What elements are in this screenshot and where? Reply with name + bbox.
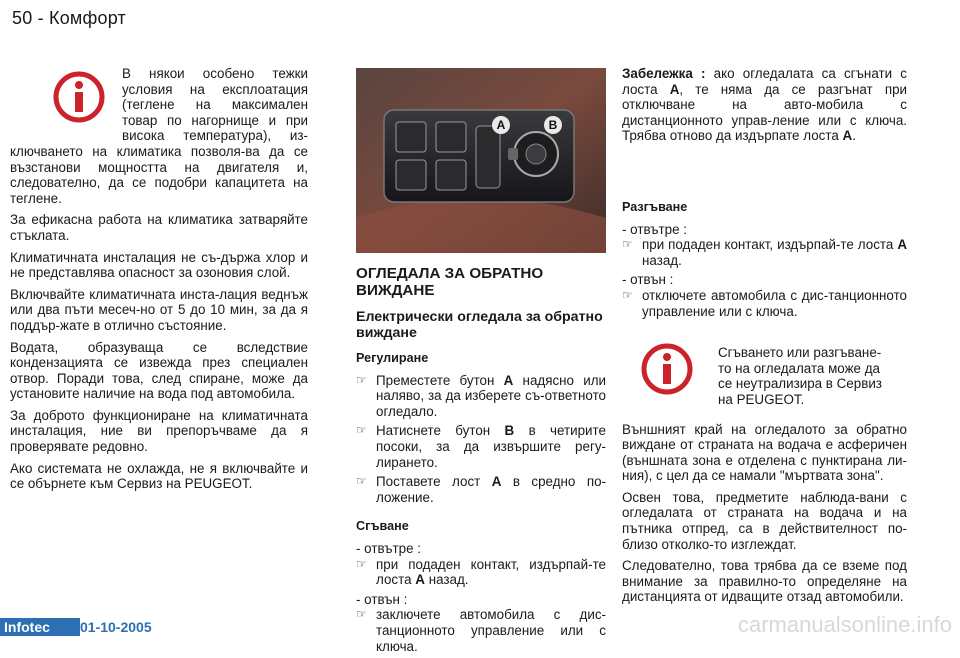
list-item: ☞ заключете автомобила с дис-танционното управление или с ключа. xyxy=(356,607,606,654)
page-title: 50 - Комфорт xyxy=(12,8,126,28)
adjust-title: Регулиране xyxy=(356,351,429,365)
list-item: ☞ отключете автомобила с дис-танционното управление или с ключа. xyxy=(622,287,907,319)
paragraph: Следователно, това трябва да се вземе под внимание за правилно-то определяне на дистанцията от идващите отзад автомобили. xyxy=(622,558,907,605)
paragraph: За доброто функциониране на климатичната инсталация, ние ви препоръчваме да я проверявате редовно. xyxy=(10,407,308,455)
list-item: ☞ Преместете бутон A надясно или наляво, за да изберете съ-ответното огледало. xyxy=(356,372,606,419)
bullet-icon: ☞ xyxy=(356,423,367,438)
paragraph: Климатичната инсталация не съ-държа хлор и не представлява опасност за озоновия слой. xyxy=(10,249,308,281)
paragraph: За ефикасна работа на климатика затваряйте стъклата. xyxy=(10,212,308,243)
text-line: се неутрализира в Сервиз xyxy=(718,376,882,392)
note-paragraph: Забележка : ако огледалата са сгънати с лоста A, те няма да се разгънат при отключване на авто-мобила с дистанционното управ-ление или с ключа. Трябва отново да издърпате лоста A. xyxy=(622,66,907,144)
watermark: carmanualsonline.info xyxy=(737,612,952,637)
bullet-icon: ☞ xyxy=(356,372,367,387)
label-a-marker: A xyxy=(492,116,510,134)
text-line: условия на експлоатация xyxy=(122,81,308,97)
sub-title: Електрически огледала за обратно виждане xyxy=(356,309,603,341)
bullet-icon: ☞ xyxy=(356,607,367,622)
text-line: В някои особено тежки xyxy=(122,66,308,81)
text-line: Сгъването или разгъване- xyxy=(718,345,882,361)
paragraph: Външният край на огледалото за обратно виждане от страната на водача е асферичен (външната зона е отделена с пунктирана ли-ния), с цел да се намали "мъртвата зона". xyxy=(622,421,907,484)
text-line: (теглене на максимален xyxy=(122,97,308,113)
mirror-control-photo xyxy=(356,68,606,253)
list-item: ☞ при подаден контакт, издърпай-те лоста A назад. xyxy=(622,237,907,268)
text-line: - отвън : xyxy=(356,591,408,607)
bullet-icon: ☞ xyxy=(356,474,367,489)
print-date: 01-10-2005 xyxy=(80,619,152,635)
paragraph: Освен това, предметите наблюда-вани с огледалата от страната на водача и на пътника отпред, са в действителност по-близо отколко-то изглеждат. xyxy=(622,489,907,552)
climate-notes-column xyxy=(10,66,308,498)
bullet-icon: ☞ xyxy=(356,556,367,571)
paragraph: Водата, образуваща се вследствие кондензацията се извежда през специален отвор. Поради това, след спиране, може да установите наличие на вода под автомобила. xyxy=(10,339,308,402)
label-b-marker: B xyxy=(544,116,562,134)
unfold-title: Разгъване xyxy=(622,199,688,214)
fold-title: Сгъване xyxy=(356,519,409,534)
info-icon xyxy=(640,342,694,396)
paragraph: ключването на климатика позволя-ва да се възстанови мощността на двигателя и, следователно, да се подобри капацитета на теглене. xyxy=(10,143,308,206)
list-item: ☞ Поставете лост A в средно по-ложение. xyxy=(356,474,606,505)
text-line: - отвътре : xyxy=(356,540,421,556)
paragraph: Включвайте климатичната инста-лация веднъж или два пъти месеч-но от 5 до 10 мин, за да я поддър-жате в отлично състояние. xyxy=(10,286,308,333)
infotec-logo: Infotec xyxy=(0,618,80,636)
list-item: ☞ Натиснете бутон B в четирите посоки, за да извършите регу-лирането. xyxy=(356,423,606,470)
text-line: висока температура), из- xyxy=(122,128,308,144)
notes-column xyxy=(622,66,907,611)
bullet-icon: ☞ xyxy=(622,287,633,302)
section-title: ОГЛЕДАЛА ЗА ОБРАТНО ВИЖДАНЕ xyxy=(356,265,544,299)
door-panel-illustration xyxy=(356,68,606,253)
mirrors-column xyxy=(356,265,606,658)
text-line: - отвън : xyxy=(622,272,674,288)
info-paragraph-head xyxy=(10,66,308,144)
text-line: то на огледалата може да xyxy=(718,360,880,376)
list-item: ☞ при подаден контакт, издърпай-те лоста A назад. xyxy=(356,556,606,588)
text-line: на PEUGEOT. xyxy=(718,391,805,407)
bullet-icon: ☞ xyxy=(622,237,633,252)
text-line: товар по нагорнище и при xyxy=(122,112,308,128)
text-line: - отвътре : xyxy=(622,221,687,237)
paragraph: Ако системата не охлажда, не я включвайте и се обърнете към Сервиз на PEUGEOT. xyxy=(10,460,308,492)
